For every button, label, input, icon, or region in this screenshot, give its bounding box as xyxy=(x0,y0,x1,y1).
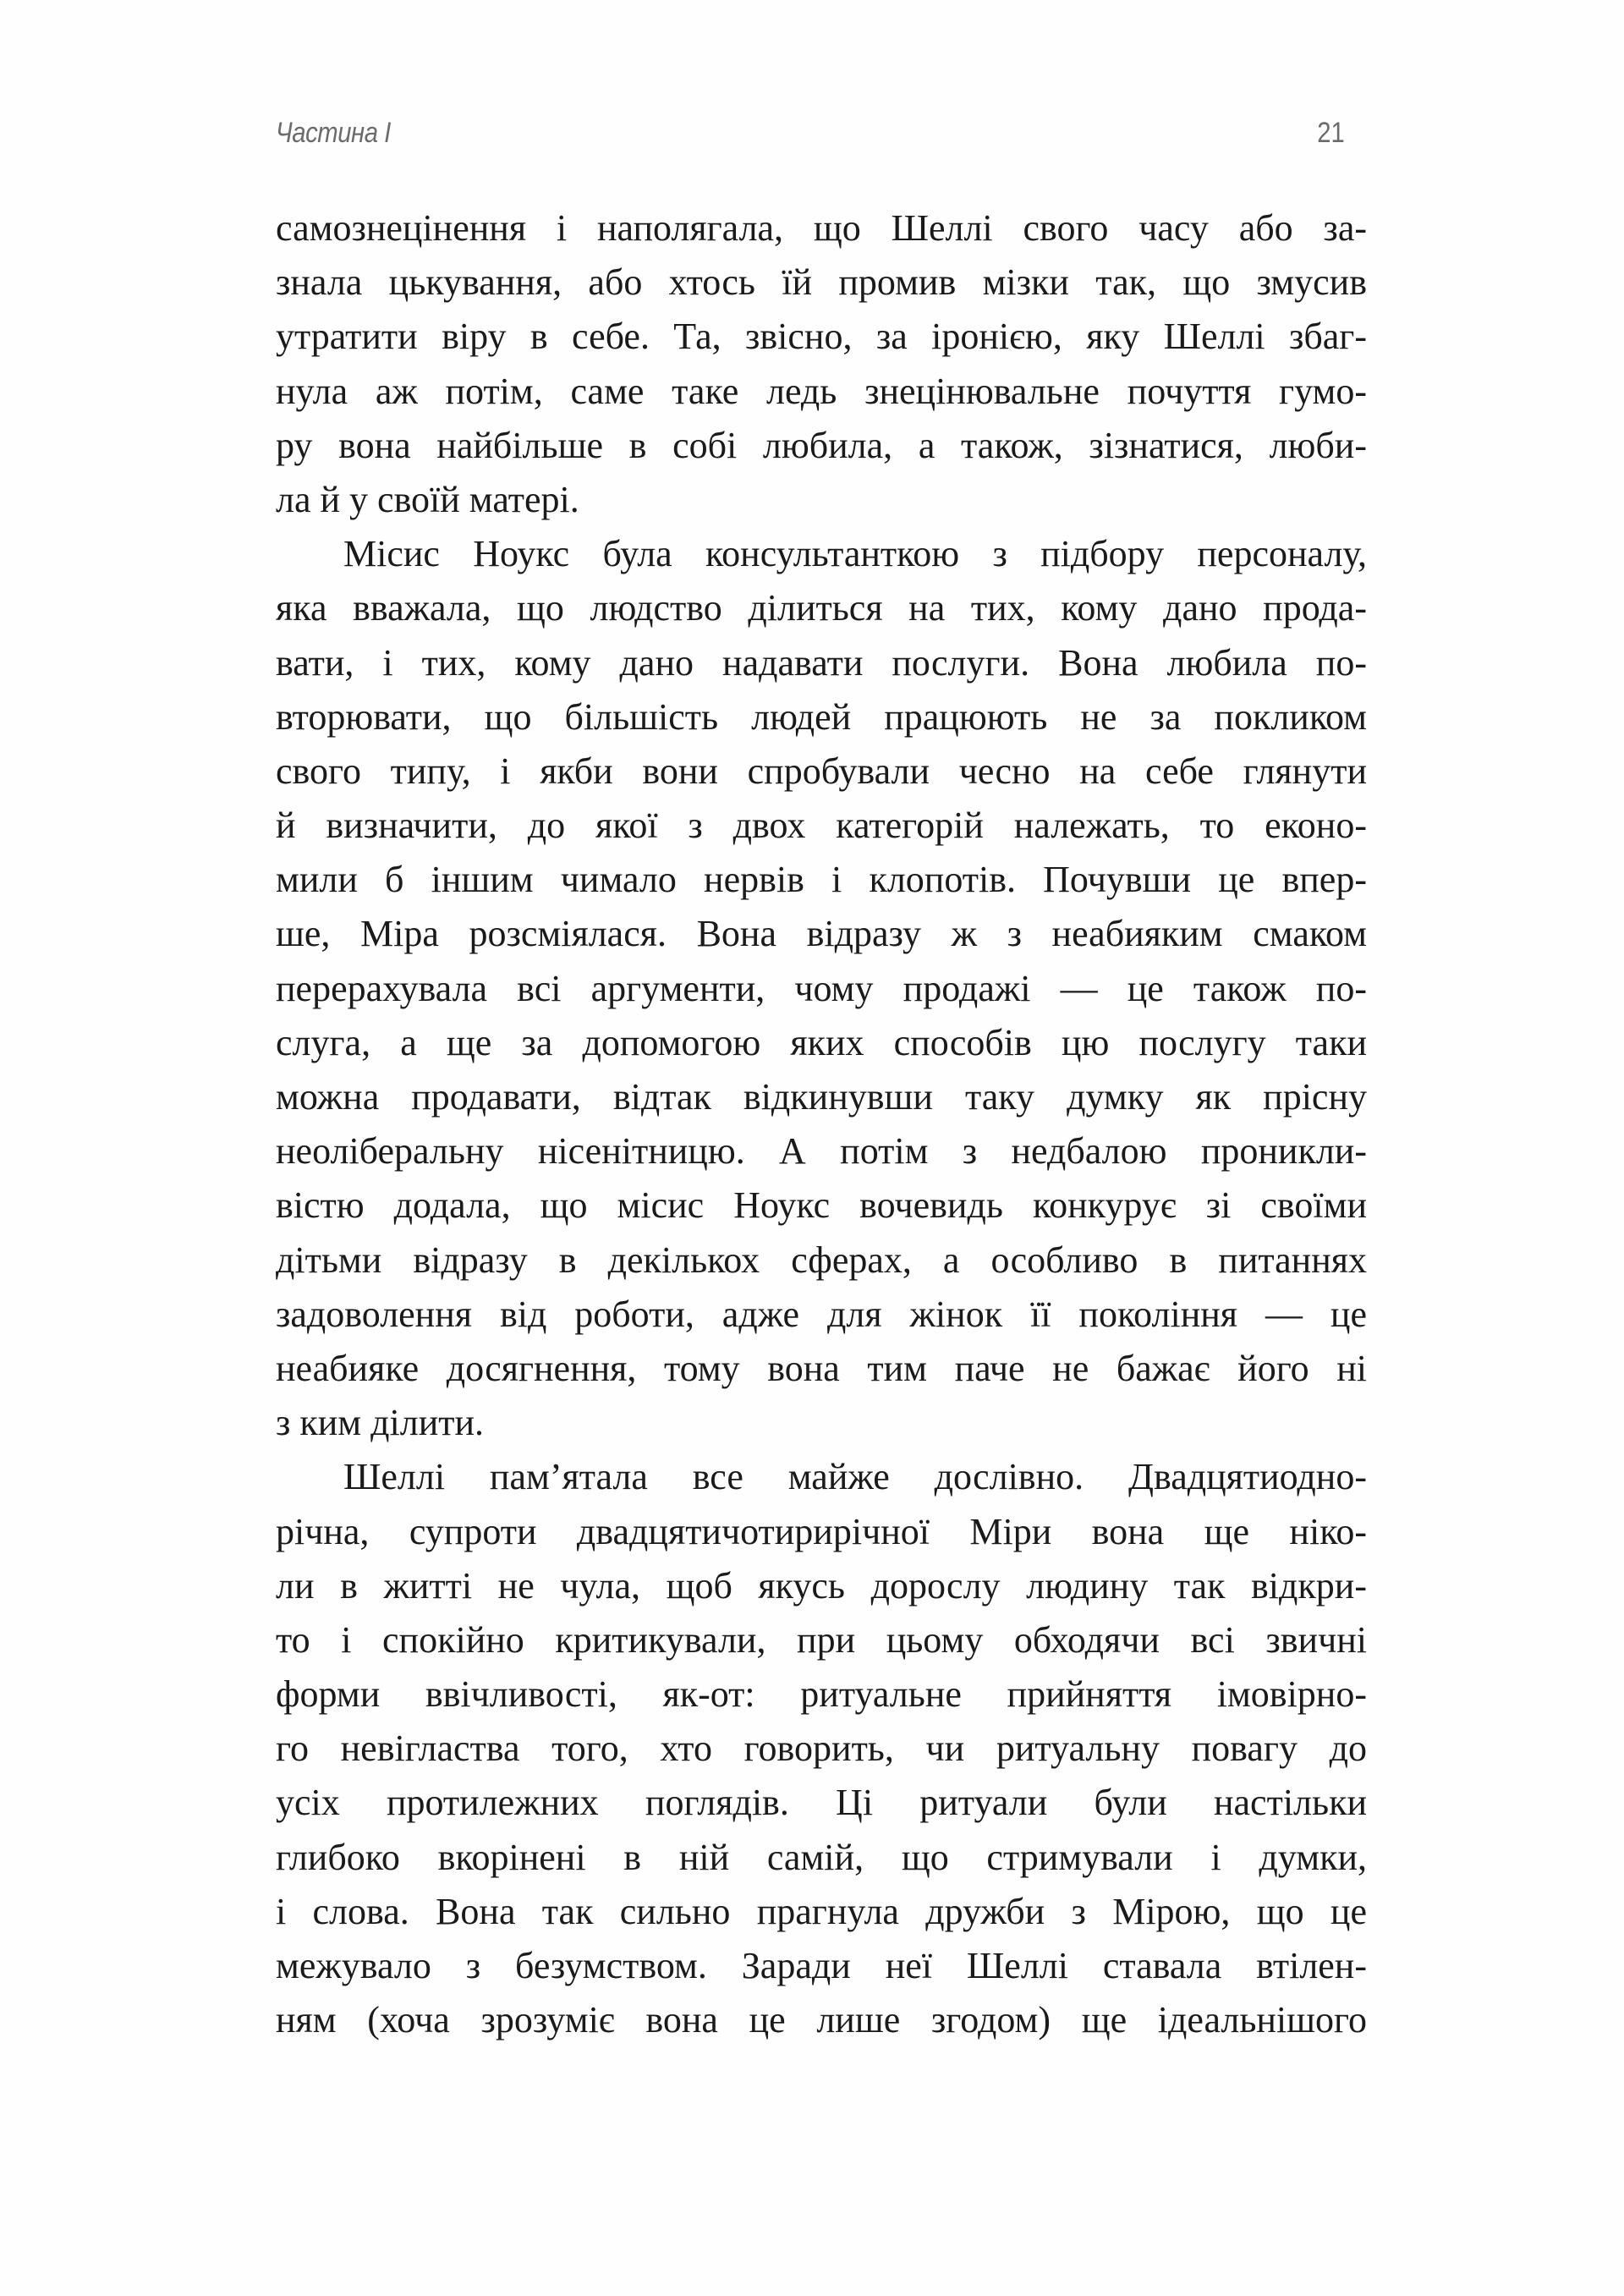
text-line: утратити віру в себе. Та, звісно, за іронією, яку Шеллі збаг- xyxy=(276,316,1367,358)
paragraph-start-line: Шеллі пам’ятала все майже дослівно. Двадцятиодно- xyxy=(343,1456,1367,1498)
running-head: Частина I xyxy=(276,117,391,149)
text-line: самознецінення і наполягала, що Шеллі свого часу або за- xyxy=(276,207,1367,249)
paragraph-start-line: Місис Ноукс була консультанткою з підбору персоналу, xyxy=(343,533,1367,575)
text-line: мили б іншим чимало нервів і клопотів. Почувши це впер- xyxy=(276,859,1367,901)
text-line: з ким ділити. xyxy=(276,1402,485,1444)
text-line: го невігластва того, хто говорить, чи ритуальну повагу до xyxy=(276,1727,1367,1770)
text-line: неоліберальну нісенітницю. А потім з недбалою проникли- xyxy=(276,1130,1367,1173)
text-line: ру вона найбільше в собі любила, а також, зізнатися, люби- xyxy=(276,424,1367,466)
text-line: річна, супроти двадцятичотирирічної Міри вона ще ніко- xyxy=(276,1510,1367,1552)
text-line: форми ввічливості, як-от: ритуальне прийняття імовірно- xyxy=(276,1673,1367,1716)
text-line: і слова. Вона так сильно прагнула дружби з Мірою, що це xyxy=(276,1890,1367,1932)
text-line: ням (хоча зрозуміє вона це лише згодом) ще ідеальнішого xyxy=(276,1999,1367,2041)
text-line: ли в житті не чула, щоб якусь дорослу людину так відкри- xyxy=(276,1564,1367,1607)
page-number: 21 xyxy=(1317,117,1345,149)
text-line: неабияке досягнення, тому вона тим паче не бажає його ні xyxy=(276,1347,1367,1389)
text-line: можна продавати, відтак відкинувши таку думку як прісну xyxy=(276,1076,1367,1118)
text-line: нула аж потім, саме таке ледь знецінювальне почуття гумо- xyxy=(276,370,1367,412)
text-line: задоволення від роботи, адже для жінок її покоління — це xyxy=(276,1293,1367,1335)
text-line: перерахувала всі аргументи, чому продажі — це також по- xyxy=(276,967,1367,1009)
text-line: й визначити, до якої з двох категорій належать, то еконо- xyxy=(276,805,1367,847)
body-text xyxy=(276,201,1367,2047)
text-line: знала цькування, або хтось їй промив мізки так, що змусив xyxy=(276,261,1367,304)
page-header xyxy=(276,117,1367,159)
text-line: свого типу, і якби вони спробували чесно на себе глянути xyxy=(276,750,1367,792)
text-line: ше, Міра розсміялася. Вона відразу ж з неабияким смаком xyxy=(276,913,1367,955)
text-line: дітьми відразу в декількох сферах, а особливо в питаннях xyxy=(276,1239,1367,1281)
text-line: слуга, а ще за допомогою яких способів цю послугу таки xyxy=(276,1021,1367,1063)
text-line: то і спокійно критикували, при цьому обходячи всі звичні xyxy=(276,1618,1367,1661)
text-line: вати, і тих, кому дано надавати послуги. Вона любила по- xyxy=(276,641,1367,684)
text-line: глибоко вкорінені в ній самій, що стримували і думки, xyxy=(276,1836,1367,1878)
text-line: яка вважала, що людство ділиться на тих, кому дано прода- xyxy=(276,587,1367,629)
text-line: усіх протилежних поглядів. Ці ритуали були настільки xyxy=(276,1782,1367,1824)
text-line: ла й у своїй матері. xyxy=(276,478,579,520)
text-line: межувало з безумством. Заради неї Шеллі ставала втілен- xyxy=(276,1945,1367,1986)
text-line: вістю додала, що місис Ноукс вочевидь конкурує зі своїми xyxy=(276,1184,1367,1227)
text-line: вторювати, що більшість людей працюють не за покликом xyxy=(276,695,1367,738)
